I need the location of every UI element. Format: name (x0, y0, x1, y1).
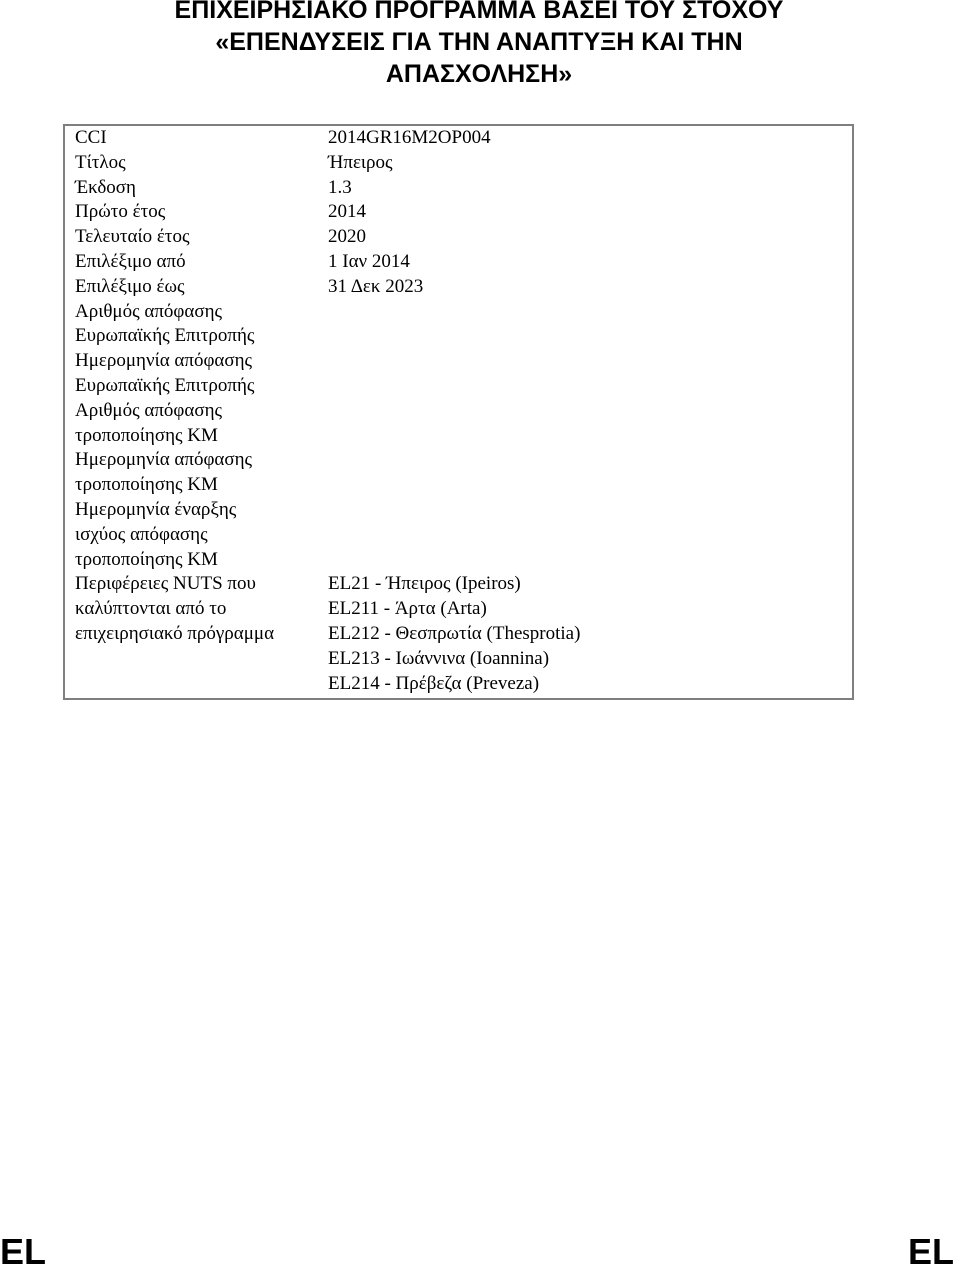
footer-language-tag-left: EL (0, 1231, 47, 1272)
table-row (64, 125, 853, 151)
table-row (64, 448, 853, 498)
row-label-version: Έκδοση (75, 176, 136, 198)
row-label-ms-amendment-date: Ημερομηνία απόφασης τροποποίησης ΚΜ (75, 449, 253, 496)
row-value-title: Ήπειρος (328, 151, 393, 173)
row-value-version: 1.3 (328, 176, 352, 198)
table-row (64, 300, 853, 350)
row-value-eligible-from: 1 Ιαν 2014 (328, 250, 410, 272)
table-row (64, 498, 853, 572)
title-line-2: «ΕΠΕΝΔΥΣΕΙΣ ΓΙΑ ΤΗΝ ΑΝΑΠΤΥΞΗ ΚΑΙ ΤΗΝ (215, 28, 743, 56)
table-row (64, 225, 853, 250)
footer-language-tag-right: EL (907, 1231, 954, 1272)
title-line-1: ΕΠΙΧΕΙΡΗΣΙΑΚΟ ΠΡΟΓΡΑΜΜΑ ΒΑΣΕΙ ΤΟΥ ΣΤΟΧΟΥ (174, 0, 784, 24)
row-label-first-year: Πρώτο έτος (75, 201, 166, 223)
row-value-ec-decision-date (318, 349, 853, 399)
table-row (64, 250, 853, 275)
row-label-ms-amendment-number: Αριθμός απόφασης τροποποίησης ΚΜ (75, 399, 223, 446)
row-label-eligible-until: Επιλέξιμο έως (75, 275, 185, 297)
table-row (64, 200, 853, 225)
row-value-nuts-regions: EL21 - Ήπειρος (Ipeiros) EL211 - Άρτα (Arta) EL212 - Θεσπρωτία (Thesprotia) EL213 - Ιωάννινα (Ioannina) EL214 - Πρέβεζα (Preveza) (328, 573, 581, 694)
row-value-last-year: 2020 (328, 226, 366, 248)
document-title (40, 0, 918, 90)
table-row (64, 176, 853, 201)
table-row (64, 151, 853, 176)
row-label-last-year: Τελευταίο έτος (75, 226, 190, 248)
row-value-ms-amendment-date (318, 448, 853, 498)
row-value-first-year: 2014 (328, 201, 366, 223)
table-row (64, 572, 853, 699)
row-label-ms-amendment-entry-date: Ημερομηνία έναρξης ισχύος απόφασης τροποποίησης ΚΜ (75, 498, 237, 570)
row-value-ms-amendment-number (318, 399, 853, 449)
row-value-eligible-until: 31 Δεκ 2023 (328, 275, 424, 297)
row-label-ec-decision-number: Αριθμός απόφασης Ευρωπαϊκής Επιτροπής (75, 300, 255, 347)
row-label-ec-decision-date: Ημερομηνία απόφασης Ευρωπαϊκής Επιτροπής (75, 350, 255, 396)
row-label-cci: CCI (75, 127, 107, 148)
row-label-eligible-from: Επιλέξιμο από (75, 250, 186, 272)
row-value-ms-amendment-entry-date (318, 498, 853, 572)
table-row (64, 349, 853, 399)
row-value-ec-decision-number (318, 300, 853, 350)
row-label-nuts-regions: Περιφέρειες NUTS που καλύπτονται από το επιχειρησιακό πρόγραμμα (75, 573, 275, 644)
title-line-3: ΑΠΑΣΧΟΛΗΣΗ» (385, 60, 573, 88)
programme-info-table (63, 124, 854, 700)
table-row (64, 275, 853, 300)
row-label-title: Τίτλος (75, 151, 126, 173)
row-value-cci: 2014GR16M2OP004 (328, 127, 491, 148)
table-row (64, 399, 853, 449)
